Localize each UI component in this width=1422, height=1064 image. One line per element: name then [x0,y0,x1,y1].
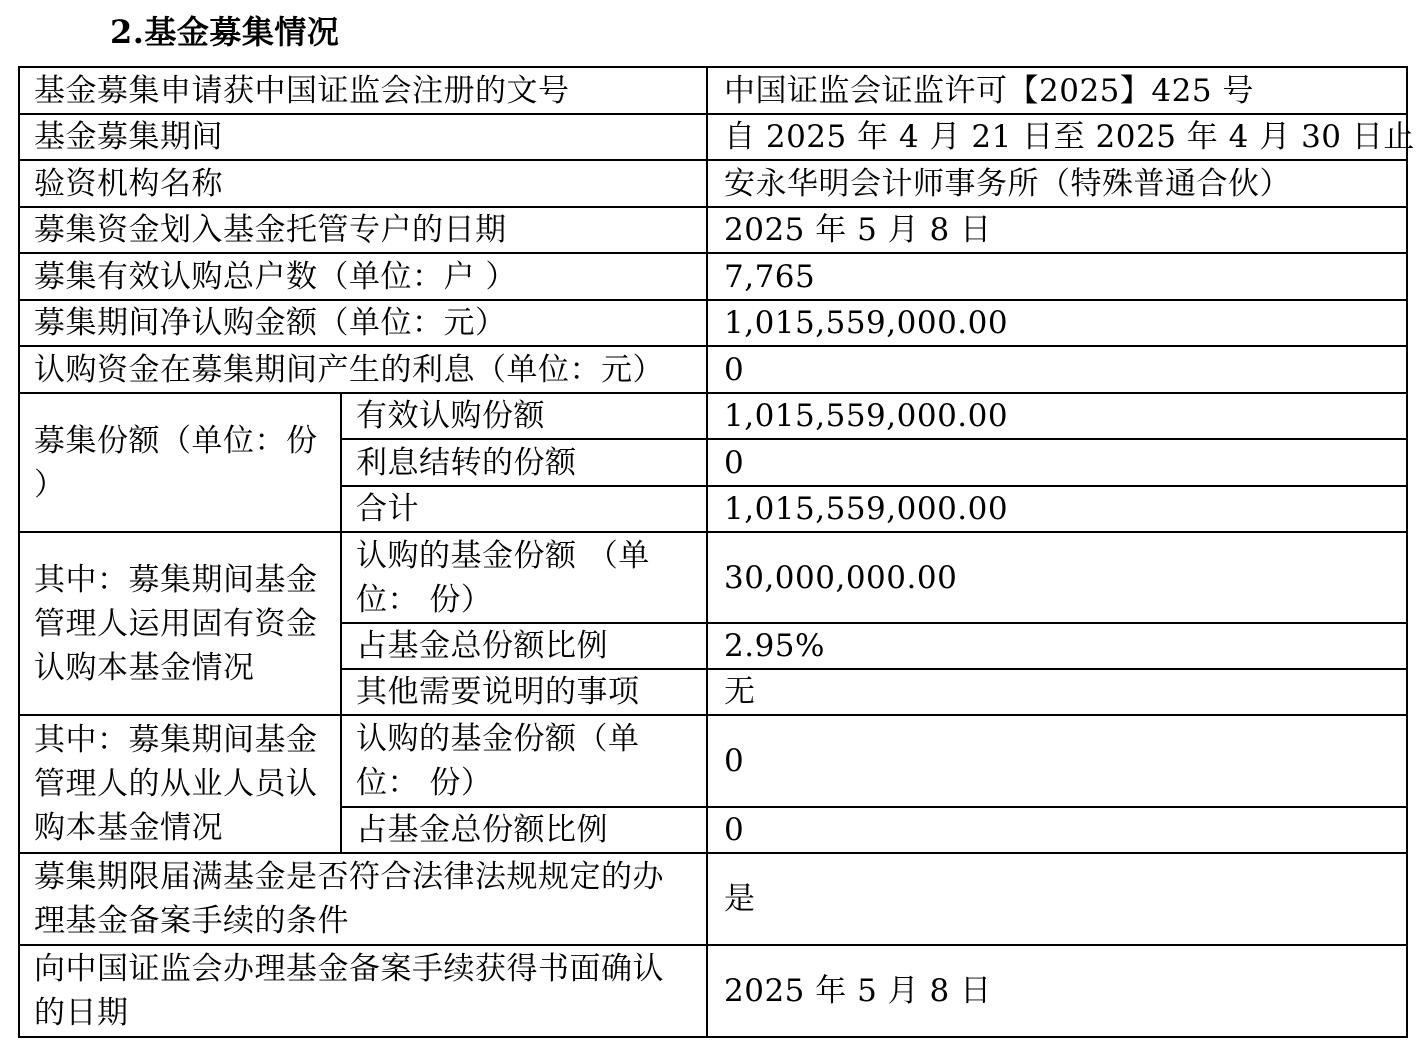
manager-subscribed-label: 认购的基金份额 （单位： 份） [341,532,707,623]
table-row-net-amount [19,300,1407,346]
registration-label: 基金募集申请获中国证监会注册的文号 [19,67,707,114]
transfer-date-value: 2025 年 5 月 8 日 [707,207,1407,253]
confirm-date-label: 向中国证监会办理基金备案手续获得书面确认的日期 [19,945,707,1037]
table-row-compliance [19,853,1407,945]
auditor-label: 验资机构名称 [19,160,707,207]
table-row-manager-subscribed [19,532,1407,623]
table-row-period [19,114,1407,160]
auditor-value: 安永华明会计师事务所（特殊普通合伙） [707,160,1407,207]
staff-group-label: 其中：募集期间基金管理人的从业人员认购本基金情况 [19,715,341,853]
manager-other-label: 其他需要说明的事项 [341,669,707,715]
shares-interest-value: 0 [707,439,1407,486]
compliance-label: 募集期限届满基金是否符合法律法规规定的办理基金备案手续的条件 [19,853,707,945]
table-row-transfer-date [19,207,1407,253]
table-row-auditor [19,160,1407,207]
table-row-confirm-date [19,945,1407,1037]
fund-raising-table [18,66,1415,1038]
manager-group-label: 其中：募集期间基金管理人运用固有资金认购本基金情况 [19,532,341,715]
shares-total-value: 1,015,559,000.00 [707,486,1407,532]
staff-subscribed-value: 0 [707,715,1407,807]
section-title: 2.基金募集情况 [110,13,340,51]
shares-effective-value: 1,015,559,000.00 [707,393,1407,439]
manager-subscribed-value: 30,000,000.00 [707,532,1407,623]
subscribers-label: 募集有效认购总户数（单位：户 ） [19,253,707,300]
staff-ratio-value: 0 [707,807,1407,853]
table-row-interest [19,346,1407,393]
registration-value: 中国证监会证监许可【2025】425 号 [707,67,1407,114]
table-row-registration [19,67,1407,114]
interest-label: 认购资金在募集期间产生的利息（单位：元） [19,346,707,393]
manager-ratio-label: 占基金总份额比例 [341,623,707,669]
staff-ratio-label: 占基金总份额比例 [341,807,707,853]
net-amount-value: 1,015,559,000.00 [707,300,1407,346]
period-value: 自 2025 年 4 月 21 日至 2025 年 4 月 30 日止 [707,114,1407,160]
staff-subscribed-label: 认购的基金份额（单位： 份） [341,715,707,807]
shares-total-label: 合计 [341,486,707,532]
table-row-subscribers [19,253,1407,300]
manager-ratio-value: 2.95% [707,623,1407,669]
shares-group-label: 募集份额（单位：份 ） [19,393,341,532]
interest-value: 0 [707,346,1407,393]
transfer-date-label: 募集资金划入基金托管专户的日期 [19,207,707,253]
shares-interest-label: 利息结转的份额 [341,439,707,486]
confirm-date-value: 2025 年 5 月 8 日 [707,945,1407,1037]
table-row-staff-subscribed [19,715,1407,807]
table-row-shares-effective [19,393,1407,439]
period-label: 基金募集期间 [19,114,707,160]
net-amount-label: 募集期间净认购金额（单位：元） [19,300,707,346]
shares-effective-label: 有效认购份额 [341,393,707,439]
compliance-value: 是 [707,853,1407,945]
manager-other-value: 无 [707,669,1407,715]
subscribers-value: 7,765 [707,253,1407,300]
